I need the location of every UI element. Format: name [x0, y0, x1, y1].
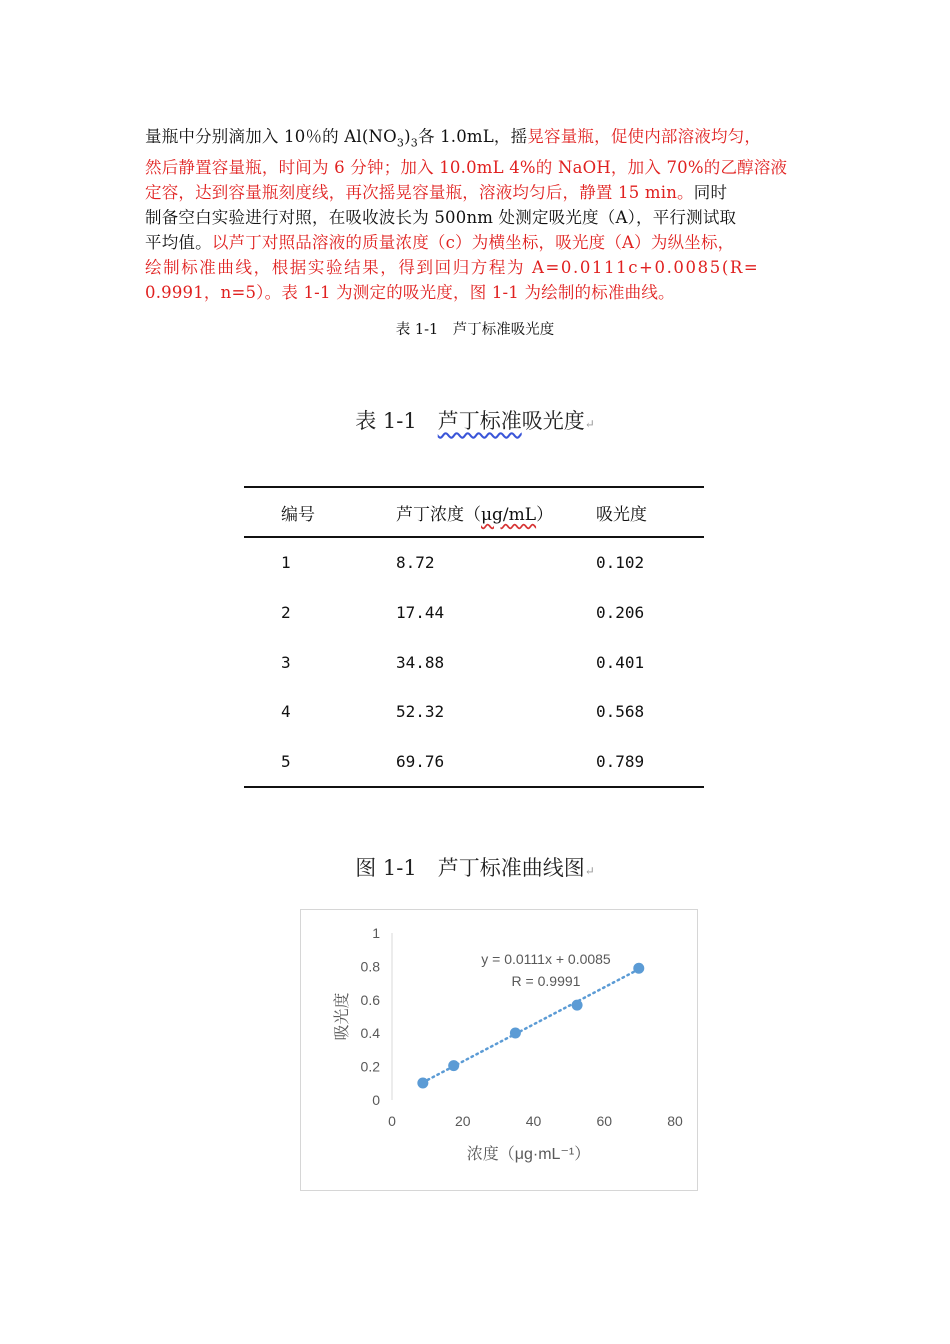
spellcheck-underline: 芦丁标准 — [437, 409, 522, 433]
cell-absorbance: 0.568 — [596, 702, 645, 722]
table-row — [244, 737, 704, 788]
cell-concentration: 17.44 — [396, 603, 445, 623]
cell-no: 4 — [281, 702, 291, 722]
paragraph-line-5: 平均值。以芦丁对照品溶液的质量浓度（c）为横坐标，吸光度（A）为纵坐标， — [145, 233, 735, 253]
equation-label: y = 0.0111x + 0.0085 — [481, 951, 611, 967]
y-tick-label: 0 — [372, 1092, 380, 1108]
table-header-row — [244, 487, 704, 537]
x-tick-label: 0 — [388, 1113, 396, 1129]
r-value-label: R = 0.9991 — [511, 973, 581, 989]
table-caption-large: 表 1-1 芦丁标准吸光度↵ — [355, 409, 595, 433]
y-tick-label: 0.8 — [360, 958, 380, 975]
y-tick-label: 0.4 — [360, 1025, 380, 1042]
x-tick-label: 20 — [454, 1113, 471, 1129]
y-tick-label: 0.6 — [360, 991, 380, 1008]
cell-absorbance: 0.789 — [596, 752, 645, 772]
paragraph-mark-icon: ↵ — [584, 417, 595, 431]
paragraph-line-6: 绘制标准曲线，根据实验结果，得到回归方程为 A=0.0111c+0.0085(R= — [145, 258, 760, 278]
standard-curve-chart — [300, 909, 698, 1191]
table-row — [244, 687, 704, 737]
x-tick-label: 60 — [596, 1113, 613, 1129]
cell-concentration: 52.32 — [396, 702, 445, 722]
cell-no: 1 — [281, 553, 291, 573]
header-absorbance: 吸光度 — [596, 504, 647, 525]
y-tick-label: 1 — [372, 925, 380, 941]
x-axis-title: 浓度（μg·mL⁻¹） — [466, 1146, 591, 1163]
paragraph-line-3: 定容，达到容量瓶刻度线，再次摇晃容量瓶，溶液均匀后，静置 15 min。同时 — [145, 183, 728, 203]
data-point — [510, 1028, 521, 1039]
table-row — [244, 637, 704, 687]
chart-svg — [301, 910, 697, 1190]
absorbance-table — [244, 486, 704, 788]
table-caption-small: 表 1-1 芦丁标准吸光度 — [395, 322, 555, 338]
cell-concentration: 34.88 — [396, 652, 445, 672]
y-axis-title: 吸光度 — [334, 992, 351, 1041]
cell-concentration: 69.76 — [396, 752, 445, 772]
x-tick-label: 80 — [667, 1113, 683, 1129]
paragraph-line-7: 0.9991，n=5）。表 1-1 为测定的吸光度，图 1-1 为绘制的标准曲线。 — [145, 283, 675, 303]
paragraph-line-1: 量瓶中分别滴加入 10％的 $Al(NO_3)_3$各 1.0mL，摇晃容量瓶，促使内部溶液均匀， — [145, 127, 762, 150]
cell-absorbance: 0.102 — [596, 553, 645, 573]
header-concentration: 芦丁浓度（μg/mL） — [396, 504, 554, 525]
paragraph-line-2: 然后静置容量瓶，时间为 6 分钟；加入 10.0mL 4%的 NaOH，加入 70%的乙醇溶液 — [145, 158, 788, 178]
paragraph-mark-icon: ↵ — [584, 864, 595, 878]
data-point — [633, 963, 644, 974]
data-point — [417, 1077, 428, 1088]
data-point — [448, 1060, 459, 1071]
body-paragraph — [145, 124, 817, 305]
cell-no: 5 — [281, 752, 291, 772]
x-tick-label: 40 — [525, 1113, 542, 1129]
figure-caption: 图 1-1 芦丁标准曲线图↵ — [355, 856, 595, 880]
y-tick-label: 0.2 — [360, 1058, 380, 1075]
data-point — [572, 1000, 583, 1011]
cell-concentration: 8.72 — [396, 553, 435, 573]
cell-absorbance: 0.401 — [596, 652, 645, 672]
table-row — [244, 588, 704, 638]
header-no: 编号 — [281, 504, 315, 525]
table-row — [244, 537, 704, 588]
cell-absorbance: 0.206 — [596, 603, 645, 623]
cell-no: 2 — [281, 603, 291, 623]
cell-no: 3 — [281, 652, 291, 672]
paragraph-line-4: 制备空白实验进行对照，在吸收波长为 500nm 处测定吸光度（A），平行测试取 — [145, 208, 737, 228]
